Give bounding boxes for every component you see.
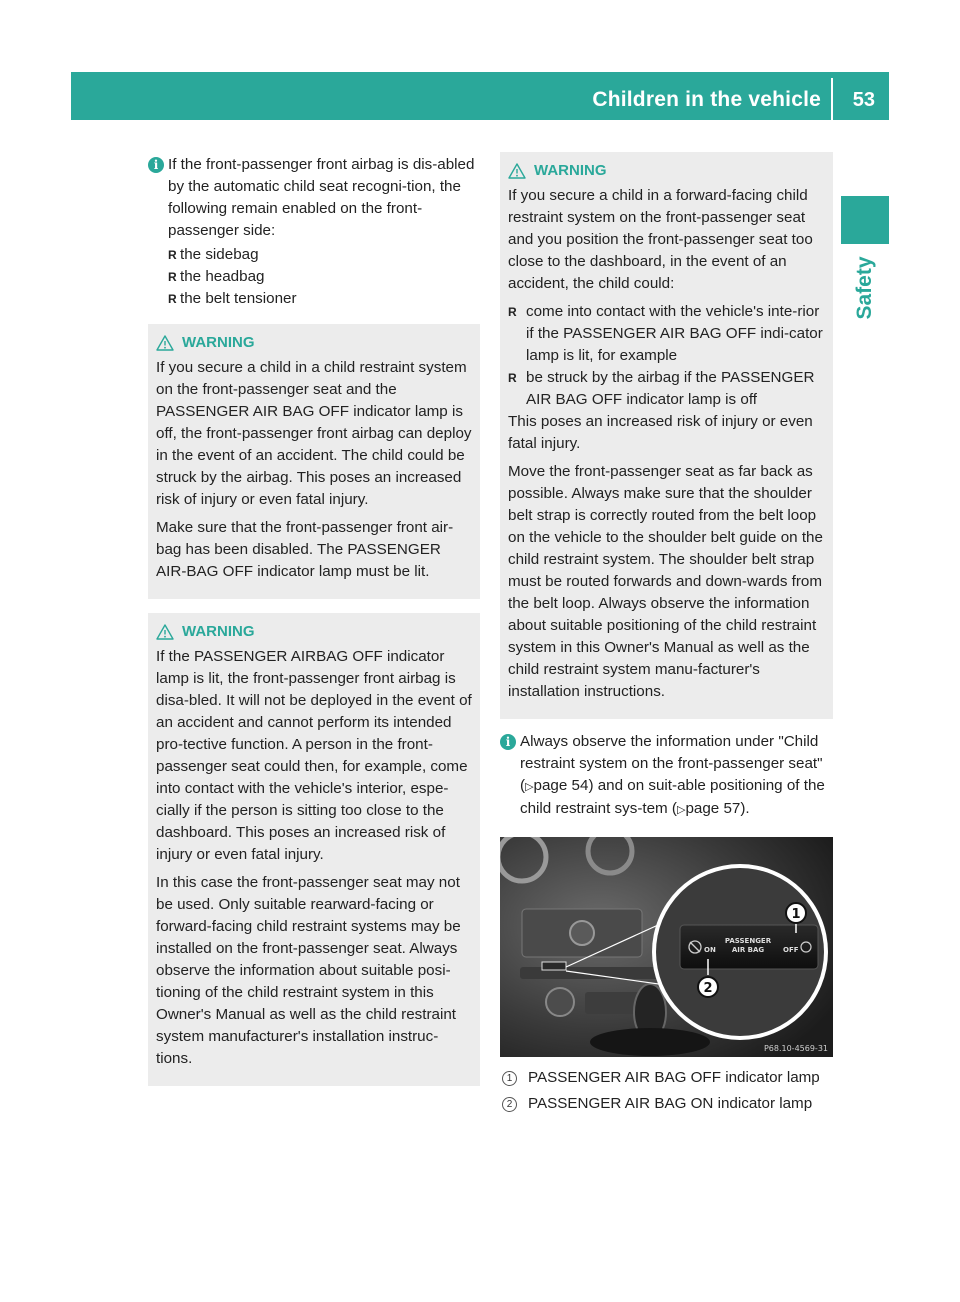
warning-text: This poses an increased risk of injury or even fatal injury. <box>508 413 813 452</box>
bullet-list <box>148 244 480 310</box>
list-item: R the sidebag <box>168 244 480 266</box>
warning-text: Move the front-passenger seat as far back as possible. Always make sure that the shoulder belt strap is correctly routed from the belt loop on the vehicle to the shoulder belt guide on the child restraint system. The shoulder belt strap must be routed forwards and down-wards from the belt loop. Always observe the information about suitable positioning of the child restraint system in this Owner's Manual as well as the child restraint system manu-facturer's installation instructions. <box>508 463 823 700</box>
section-tab <box>841 258 889 318</box>
page-reference[interactable]: page 57 <box>685 800 741 817</box>
callout-1-label: 1 <box>791 907 801 922</box>
legend-item <box>500 1067 833 1089</box>
info-text-part: ) and on suit-able positioning of the child restraint sys-tem ( <box>520 777 825 817</box>
info-text: If the front-passenger front airbag is dis-abled by the automatic child seat recogni-tion, the following remain enabled on the front-passenger side: <box>168 156 475 239</box>
bullet-list <box>508 301 826 411</box>
info-icon: i <box>500 734 516 750</box>
dashboard-illustration <box>500 837 833 1057</box>
warning-box <box>148 324 480 599</box>
legend-text: PASSENGER AIR BAG ON indicator lamp <box>528 1095 813 1112</box>
page-header <box>71 72 889 120</box>
page-number: 53 <box>852 89 875 111</box>
panel-off-label: OFF <box>783 946 799 954</box>
callout-2-label: 2 <box>703 981 713 996</box>
info-text-part: ). <box>740 800 750 817</box>
panel-on-label: ON <box>704 946 716 954</box>
page-ref-arrow-icon: ▷ <box>525 781 534 793</box>
page-title: Children in the vehicle <box>592 88 821 111</box>
warning-text: If you secure a child in a child restraint system on the front-passenger seat and the PASSENGER AIR BAG OFF indicator lamp is off, the front-passenger front airbag can deploy in the event of an accident. The child could be struck by the airbag. This poses an increased risk of injury or even fatal injury. <box>156 359 472 508</box>
warning-triangle-icon <box>156 624 174 640</box>
warning-text: In this case the front-passenger seat may not be used. Only suitable rearward-facing or forward-facing child restraint systems may be installed on the front-passenger seat. Always observe the information about suitable posi-tioning of the child restraint system in this Owner's Manual as well as the child restraint system manufacturer's installation instruc-tions. <box>156 874 461 1067</box>
section-tab-label: Safety <box>853 256 876 320</box>
page-reference[interactable]: page 54 <box>533 777 589 794</box>
warning-text: Make sure that the front-passenger front air-bag has been disabled. The PASSENGER AIR-BAG OFF indicator lamp must be lit. <box>156 519 454 580</box>
info-icon: i <box>148 157 164 173</box>
page-ref-arrow-icon: ▷ <box>676 804 686 816</box>
warning-heading <box>156 623 473 640</box>
header-divider <box>831 78 833 120</box>
list-item: R the belt tensioner <box>168 288 480 310</box>
image-code: P68.10-4569-31 <box>763 1044 828 1053</box>
info-note <box>500 731 833 821</box>
warning-text: If the PASSENGER AIRBAG OFF indicator lamp is lit, the front-passenger front airbag is disa-bled. It will not be deployed in the event of an accident and cannot perform its intended pro-tective function. A person in the front-passenger seat could then, for example, come into contact with the vehicle's interior, espe-cially if the person is sitting too close to the dashboard. This poses an increased risk of injury or even fatal injury. <box>156 648 472 863</box>
warning-triangle-icon <box>508 163 526 179</box>
section-tab-marker <box>841 196 889 244</box>
legend-item <box>500 1093 833 1115</box>
left-column <box>148 154 480 1086</box>
warning-triangle-icon <box>156 335 174 351</box>
warning-text: If you secure a child in a forward-facing child restraint system on the front-passenger seat and you position the front-passenger seat too close to the dashboard, in the event of an accident, the child could: <box>508 187 813 292</box>
list-item: R be struck by the airbag if the PASSENGER AIR BAG OFF indicator lamp is off <box>508 367 826 411</box>
legend-text: PASSENGER AIR BAG OFF indicator lamp <box>528 1069 820 1086</box>
info-note <box>148 154 480 242</box>
list-item: R come into contact with the vehicle's inte-rior if the PASSENGER AIR BAG OFF indi-cator lamp is lit, for example <box>508 301 826 367</box>
warning-box <box>148 613 480 1086</box>
warning-heading <box>156 334 473 351</box>
legend-number: 1 <box>502 1071 517 1086</box>
warning-box <box>500 152 833 719</box>
list-item: R the headbag <box>168 266 480 288</box>
warning-title: WARNING <box>182 334 255 351</box>
dashboard-photo <box>500 837 833 1057</box>
right-column <box>500 152 833 1119</box>
warning-title: WARNING <box>182 623 255 640</box>
legend-number: 2 <box>502 1097 517 1112</box>
info-text-part: Always observe the information under "Child restraint system on the front-passenger seat" ( <box>520 733 823 794</box>
panel-title-line2: AIR BAG <box>731 946 765 954</box>
warning-title: WARNING <box>534 162 607 179</box>
info-text <box>520 731 833 821</box>
panel-title-line1: PASSENGER <box>724 937 772 945</box>
warning-heading <box>508 162 826 179</box>
